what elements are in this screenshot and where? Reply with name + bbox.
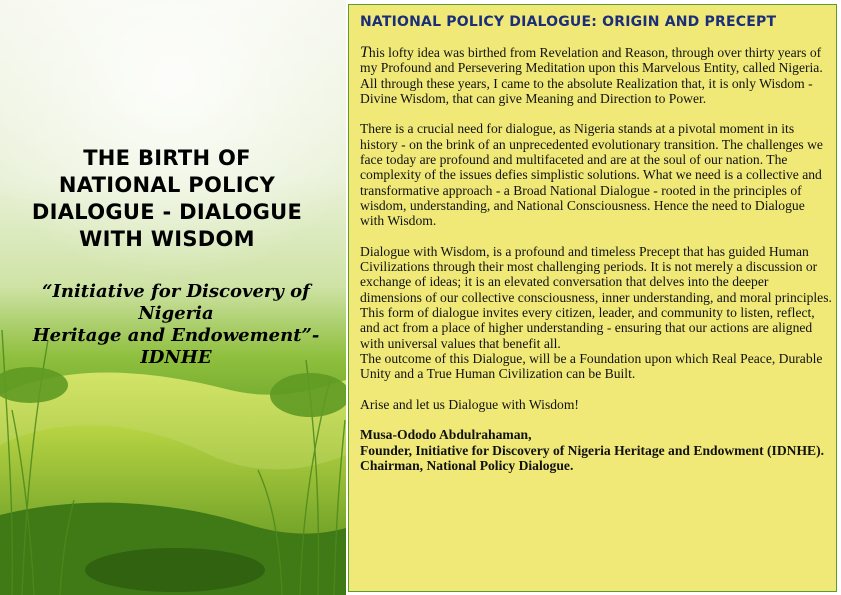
drop-cap: T [360,44,369,61]
paragraph-realization: All through these years, I came to the absolute Realization that, it is only Wisdom - Divine Wisdom, that can give Meaning and Direction to Power. [360,75,813,106]
article-heading: NATIONAL POLICY DIALOGUE: ORIGIN AND PRECEPT [360,14,777,30]
signature-name: Musa-Ododo Abdulrahaman, [360,427,532,443]
cover-subtitle-line: Heritage and Endowement”-IDNHE [32,325,320,368]
article-body [360,45,832,473]
cover-title-line: NATIONAL POLICY [58,173,276,197]
cover-title-line: THE BIRTH OF [83,146,251,170]
paragraph-precept: Dialogue with Wisdom, is a profound and timeless Precept that has guided Human Civilizations through their most challenging periods. It is not merely a discussion or exchange of ideas; it is an elevated conversation that delves into the deeper dimensions of our collective consciousness, inner understanding, and moral principles. This form of dialogue invites every citizen, leader, and community to listen, reflect, and act from a place of higher understanding - ensuring that our actions are aligned with universal values that benefit all. [360,243,832,351]
cover-subtitle-line: “Initiative for Discovery of Nigeria [42,281,310,324]
paragraph-need-for-dialogue: There is a crucial need for dialogue, as Nigeria stands at a pivotal moment in its history - on the brink of an unprecedented evolutionary transition. The challenges we face today are profound and multifaceted and are at the soul of our nation. The complexity of the issues defies simplistic solutions. What we need is a collective and transformative approach - a Broad National Dialogue - rooted in the principles of wisdom, understanding, and National Consciousness. Hence the need to Dialogue with Wisdom. [360,121,823,229]
paragraph-text: his lofty idea was birthed from Revelation and Reason, through over thirty years of my Profound and Persevering Meditation upon this Marvelous Entity, called Nigeria. [360,45,823,76]
cover-title [8,145,326,253]
article-panel [348,4,837,592]
signature-founder-title: Founder, Initiative for Discovery of Nigeria Heritage and Endowment (IDNHE). [360,442,825,458]
paragraph-outcome: The outcome of this Dialogue, will be a Foundation upon which Real Peace, Durable Unity and a True Human Civilization can be Built. [360,350,823,382]
cover-title-line: DIALOGUE - DIALOGUE [31,200,303,224]
paragraph-origin [360,45,832,76]
cover-subtitle [6,281,346,369]
signature-chairman-title: Chairman, National Policy Dialogue. [360,458,574,474]
cover-panel [0,0,346,595]
paragraph-call-to-action: Arise and let us Dialogue with Wisdom! [360,396,579,412]
cover-title-line: WITH WISDOM [79,227,255,251]
